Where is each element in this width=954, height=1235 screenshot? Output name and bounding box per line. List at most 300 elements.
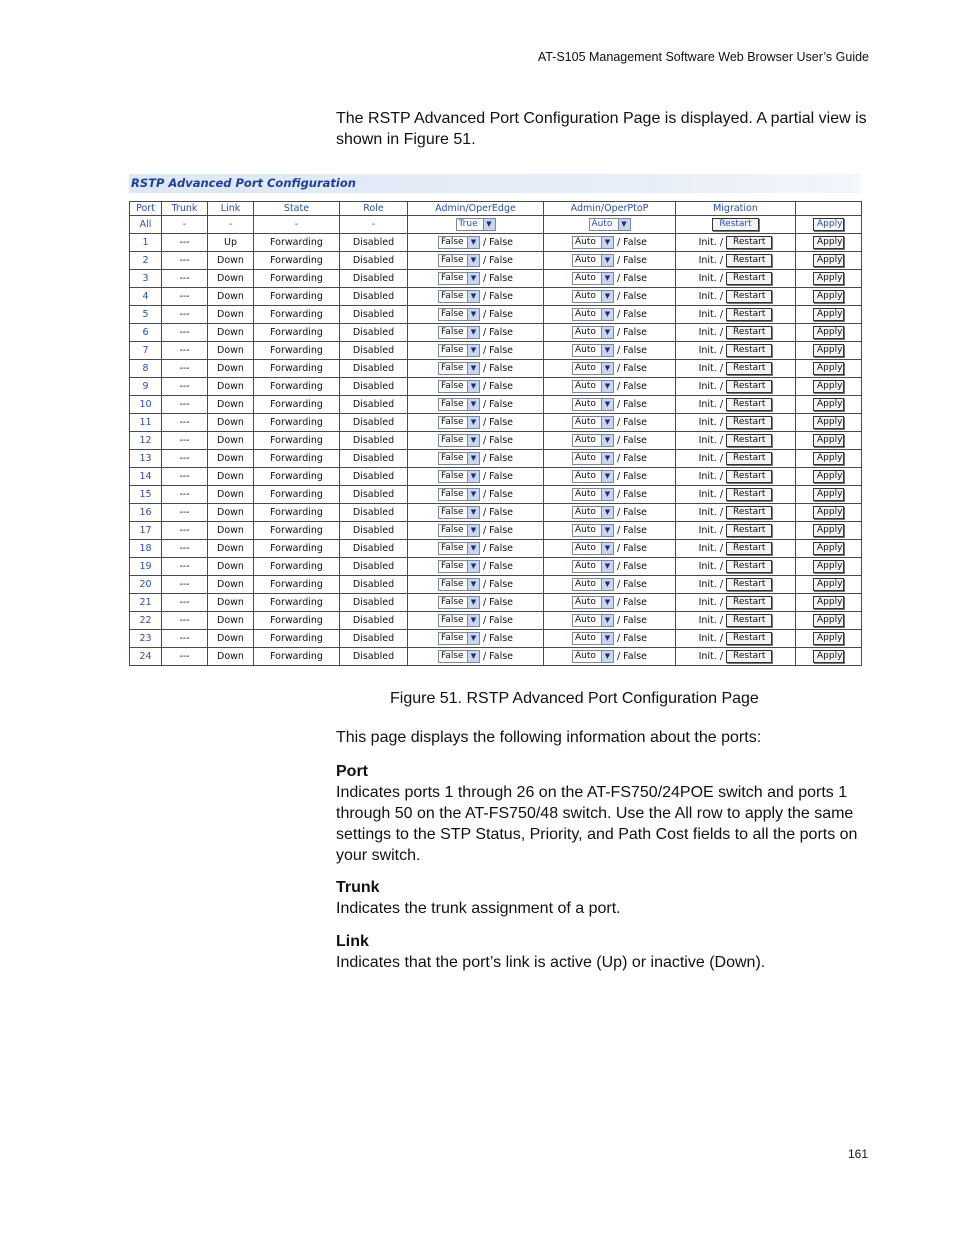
port-link[interactable]: 14 [130, 468, 162, 486]
restart-button[interactable]: Restart [726, 524, 772, 537]
restart-button[interactable]: Restart [726, 488, 772, 501]
role-cell: Disabled [340, 324, 408, 342]
migration-init: Init. / [698, 345, 724, 356]
ptop-select[interactable] [572, 380, 614, 393]
all-row [130, 216, 862, 234]
ptop-oper-value: / False [616, 399, 648, 410]
ptop-select-value: Auto [574, 345, 596, 355]
edge-cell [408, 288, 544, 306]
edge-select[interactable] [438, 254, 480, 267]
chevron-down-icon: ▼ [467, 543, 479, 554]
apply-button[interactable]: Apply [813, 362, 844, 375]
role-cell: Disabled [340, 576, 408, 594]
migration-init: Init. / [698, 597, 724, 608]
chevron-down-icon: ▼ [467, 399, 479, 410]
port-link[interactable]: 10 [130, 396, 162, 414]
chevron-down-icon: ▼ [601, 435, 613, 446]
ptop-select[interactable] [572, 434, 614, 447]
apply-button[interactable]: Apply [813, 326, 844, 339]
apply-button[interactable]: Apply [813, 578, 844, 591]
all-apply-button[interactable]: Apply [813, 218, 844, 231]
ptop-select-value: Auto [574, 615, 596, 625]
apply-cell [796, 432, 862, 450]
edge-cell [408, 414, 544, 432]
ptop-oper-value: / False [616, 597, 648, 608]
port-link[interactable]: 13 [130, 450, 162, 468]
edge-oper-value: / False [482, 543, 514, 554]
link-cell: Down [208, 522, 254, 540]
restart-button[interactable]: Restart [726, 578, 772, 591]
edge-select-value: False [440, 597, 464, 607]
table-row [130, 324, 862, 342]
apply-button[interactable]: Apply [813, 614, 844, 627]
migration-cell [676, 234, 796, 252]
apply-cell [796, 468, 862, 486]
col-link: Link [208, 202, 254, 216]
port-link[interactable]: 22 [130, 612, 162, 630]
ptop-select-value: Auto [574, 237, 596, 247]
ptop-select-value: Auto [574, 399, 596, 409]
chevron-down-icon: ▼ [467, 597, 479, 608]
chevron-down-icon: ▼ [601, 489, 613, 500]
migration-cell [676, 558, 796, 576]
edge-select-value: False [440, 381, 464, 391]
edge-cell [408, 504, 544, 522]
role-cell: Disabled [340, 234, 408, 252]
edge-select-value: False [440, 489, 464, 499]
role-cell: Disabled [340, 486, 408, 504]
edge-select[interactable] [438, 632, 480, 645]
ptop-select[interactable] [572, 596, 614, 609]
edge-select-value: False [440, 309, 464, 319]
restart-button[interactable]: Restart [726, 362, 772, 375]
link-cell: Down [208, 504, 254, 522]
ptop-select-value: Auto [574, 255, 596, 265]
ptop-cell [544, 324, 676, 342]
trunk-cell: --- [162, 324, 208, 342]
edge-select[interactable] [438, 344, 480, 357]
restart-button[interactable]: Restart [726, 542, 772, 555]
chevron-down-icon: ▼ [601, 615, 613, 626]
port-link[interactable]: 15 [130, 486, 162, 504]
ptop-oper-value: / False [616, 507, 648, 518]
table-row [130, 234, 862, 252]
edge-select[interactable] [438, 596, 480, 609]
restart-button[interactable]: Restart [726, 632, 772, 645]
ptop-oper-value: / False [616, 561, 648, 572]
ptop-select[interactable] [572, 308, 614, 321]
edge-select[interactable] [438, 542, 480, 555]
link-cell: Down [208, 468, 254, 486]
restart-button[interactable]: Restart [726, 452, 772, 465]
apply-button[interactable]: Apply [813, 416, 844, 429]
ptop-select-value: Auto [574, 579, 596, 589]
col-role: Role [340, 202, 408, 216]
ptop-oper-value: / False [616, 615, 648, 626]
ptop-select[interactable] [572, 650, 614, 663]
ptop-select[interactable] [572, 542, 614, 555]
section-title: Link [336, 933, 369, 950]
port-link[interactable]: 12 [130, 432, 162, 450]
port-link[interactable]: 4 [130, 288, 162, 306]
migration-init: Init. / [698, 543, 724, 554]
port-link[interactable]: 23 [130, 630, 162, 648]
migration-cell [676, 270, 796, 288]
section-text: Indicates that the port’s link is active (Up) or inactive (Down). [336, 954, 766, 971]
edge-select[interactable] [438, 560, 480, 573]
link-cell: Down [208, 612, 254, 630]
edge-select[interactable] [438, 272, 480, 285]
edge-select-value: False [440, 273, 464, 283]
restart-button[interactable]: Restart [726, 416, 772, 429]
restart-button[interactable]: Restart [726, 272, 772, 285]
edge-select[interactable] [438, 290, 480, 303]
chevron-down-icon: ▼ [467, 291, 479, 302]
ptop-select[interactable] [572, 578, 614, 591]
link-cell: Down [208, 540, 254, 558]
table-row [130, 252, 862, 270]
ptop-select[interactable] [572, 254, 614, 267]
apply-cell [796, 630, 862, 648]
ptop-oper-value: / False [616, 291, 648, 302]
migration-init: Init. / [698, 615, 724, 626]
section-text: Indicates ports 1 through 26 on the AT-FS750/24POE switch and ports 1 through 50 on the AT-FS750/48 switch. Use the All row to apply the same settings to the STP Status, Priority, and Path Cost fields to all the ports on your switch. [336, 784, 858, 864]
ptop-oper-value: / False [616, 453, 648, 464]
table-row [130, 594, 862, 612]
apply-button[interactable]: Apply [813, 596, 844, 609]
ptop-oper-value: / False [616, 417, 648, 428]
apply-cell [796, 558, 862, 576]
restart-button[interactable]: Restart [726, 470, 772, 483]
edge-select-value: False [440, 651, 464, 661]
ptop-select[interactable] [572, 326, 614, 339]
edge-select[interactable] [438, 398, 480, 411]
state-cell: Forwarding [254, 360, 340, 378]
ptop-oper-value: / False [616, 633, 648, 644]
edge-select[interactable] [438, 326, 480, 339]
restart-button[interactable]: Restart [726, 650, 772, 663]
ptop-select-value: Auto [574, 507, 596, 517]
chevron-down-icon: ▼ [467, 633, 479, 644]
edge-oper-value: / False [482, 417, 514, 428]
edge-cell [408, 450, 544, 468]
chevron-down-icon: ▼ [601, 363, 613, 374]
ptop-select[interactable] [572, 488, 614, 501]
role-cell: Disabled [340, 522, 408, 540]
trunk-cell: --- [162, 432, 208, 450]
edge-select[interactable] [438, 524, 480, 537]
ptop-cell [544, 612, 676, 630]
restart-button[interactable]: Restart [726, 290, 772, 303]
chevron-down-icon: ▼ [601, 579, 613, 590]
edge-select-value: False [440, 255, 464, 265]
table-row [130, 450, 862, 468]
apply-cell [796, 270, 862, 288]
chevron-down-icon: ▼ [467, 435, 479, 446]
link-cell: Up [208, 234, 254, 252]
ptop-select-value: Auto [574, 561, 596, 571]
ptop-cell [544, 342, 676, 360]
edge-select[interactable] [438, 506, 480, 519]
all-ptop-select-value: Auto [591, 219, 613, 229]
state-cell: Forwarding [254, 450, 340, 468]
ptop-select[interactable] [572, 524, 614, 537]
apply-button[interactable]: Apply [813, 470, 844, 483]
edge-oper-value: / False [482, 651, 514, 662]
edge-cell [408, 468, 544, 486]
ptop-select-value: Auto [574, 489, 596, 499]
ptop-select[interactable] [572, 416, 614, 429]
link-cell: Down [208, 576, 254, 594]
apply-button[interactable]: Apply [813, 272, 844, 285]
role-cell: Disabled [340, 612, 408, 630]
all-edge-select[interactable] [456, 218, 496, 231]
chevron-down-icon: ▼ [601, 381, 613, 392]
chevron-down-icon: ▼ [601, 507, 613, 518]
ptop-select[interactable] [572, 452, 614, 465]
edge-select[interactable] [438, 236, 480, 249]
restart-button[interactable]: Restart [726, 344, 772, 357]
apply-button[interactable]: Apply [813, 290, 844, 303]
restart-button[interactable]: Restart [726, 380, 772, 393]
trunk-cell: --- [162, 306, 208, 324]
port-link[interactable]: 2 [130, 252, 162, 270]
apply-button[interactable]: Apply [813, 542, 844, 555]
edge-select[interactable] [438, 470, 480, 483]
state-cell: Forwarding [254, 306, 340, 324]
migration-cell [676, 432, 796, 450]
port-link[interactable]: 5 [130, 306, 162, 324]
apply-button[interactable]: Apply [813, 632, 844, 645]
table-row [130, 360, 862, 378]
apply-button[interactable]: Apply [813, 254, 844, 267]
ptop-oper-value: / False [616, 255, 648, 266]
edge-cell [408, 540, 544, 558]
apply-button[interactable]: Apply [813, 560, 844, 573]
edge-select-value: False [440, 453, 464, 463]
ptop-select[interactable] [572, 506, 614, 519]
ptop-cell [544, 396, 676, 414]
chevron-down-icon: ▼ [467, 345, 479, 356]
chevron-down-icon: ▼ [467, 255, 479, 266]
restart-button[interactable]: Restart [726, 236, 772, 249]
edge-oper-value: / False [482, 291, 514, 302]
role-cell: Disabled [340, 594, 408, 612]
edge-cell [408, 432, 544, 450]
restart-button[interactable]: Restart [726, 254, 772, 267]
edge-select-value: False [440, 327, 464, 337]
chevron-down-icon: ▼ [467, 273, 479, 284]
section-trunk [336, 877, 871, 919]
edge-select[interactable] [438, 452, 480, 465]
chevron-down-icon: ▼ [467, 507, 479, 518]
all-restart-button[interactable]: Restart [712, 218, 758, 231]
port-link[interactable]: 3 [130, 270, 162, 288]
ptop-select[interactable] [572, 614, 614, 627]
port-link[interactable]: 11 [130, 414, 162, 432]
restart-button[interactable]: Restart [726, 326, 772, 339]
restart-button[interactable]: Restart [726, 560, 772, 573]
trunk-cell: --- [162, 504, 208, 522]
edge-select[interactable] [438, 578, 480, 591]
ptop-cell [544, 450, 676, 468]
chevron-down-icon: ▼ [467, 381, 479, 392]
port-link[interactable]: 6 [130, 324, 162, 342]
restart-button[interactable]: Restart [726, 308, 772, 321]
chevron-down-icon: ▼ [467, 651, 479, 662]
link-cell: Down [208, 252, 254, 270]
migration-init: Init. / [698, 579, 724, 590]
migration-cell [676, 396, 796, 414]
role-cell: Disabled [340, 540, 408, 558]
table-row [130, 378, 862, 396]
ptop-select[interactable] [572, 398, 614, 411]
all-ptop-select[interactable] [589, 218, 631, 231]
restart-button[interactable]: Restart [726, 506, 772, 519]
migration-init: Init. / [698, 381, 724, 392]
port-link[interactable]: 17 [130, 522, 162, 540]
ptop-cell [544, 576, 676, 594]
state-cell: Forwarding [254, 432, 340, 450]
edge-select[interactable] [438, 308, 480, 321]
ptop-select[interactable] [572, 344, 614, 357]
port-link[interactable]: 9 [130, 378, 162, 396]
role-cell: Disabled [340, 414, 408, 432]
role-cell: Disabled [340, 252, 408, 270]
all-apply-cell [796, 216, 862, 234]
apply-button[interactable]: Apply [813, 650, 844, 663]
ptop-select[interactable] [572, 272, 614, 285]
ptop-select-value: Auto [574, 291, 596, 301]
edge-cell [408, 522, 544, 540]
ptop-select[interactable] [572, 632, 614, 645]
all-state: - [254, 216, 340, 234]
edge-select-value: False [440, 291, 464, 301]
apply-button[interactable]: Apply [813, 524, 844, 537]
apply-cell [796, 576, 862, 594]
edge-select-value: False [440, 435, 464, 445]
migration-cell [676, 630, 796, 648]
edge-select[interactable] [438, 416, 480, 429]
ptop-select-value: Auto [574, 453, 596, 463]
port-link[interactable]: 8 [130, 360, 162, 378]
col-apply [796, 202, 862, 216]
edge-oper-value: / False [482, 345, 514, 356]
port-link[interactable]: 20 [130, 576, 162, 594]
trunk-cell: --- [162, 612, 208, 630]
migration-init: Init. / [698, 417, 724, 428]
table-row [130, 558, 862, 576]
ptop-select[interactable] [572, 560, 614, 573]
all-port-link[interactable]: All [130, 216, 162, 234]
role-cell: Disabled [340, 468, 408, 486]
edge-oper-value: / False [482, 255, 514, 266]
state-cell: Forwarding [254, 612, 340, 630]
ptop-select-value: Auto [574, 651, 596, 661]
migration-cell [676, 576, 796, 594]
edge-select-value: False [440, 561, 464, 571]
apply-cell [796, 378, 862, 396]
edge-select-value: False [440, 633, 464, 643]
all-edge-cell [408, 216, 544, 234]
apply-cell [796, 504, 862, 522]
role-cell: Disabled [340, 360, 408, 378]
link-cell: Down [208, 396, 254, 414]
migration-init: Init. / [698, 489, 724, 500]
page-number: 161 [847, 1147, 868, 1161]
port-link[interactable]: 1 [130, 234, 162, 252]
link-cell: Down [208, 306, 254, 324]
restart-button[interactable]: Restart [726, 614, 772, 627]
edge-select-value: False [440, 525, 464, 535]
migration-cell [676, 342, 796, 360]
link-cell: Down [208, 630, 254, 648]
edge-select[interactable] [438, 650, 480, 663]
edge-select[interactable] [438, 362, 480, 375]
link-cell: Down [208, 486, 254, 504]
table-row [130, 396, 862, 414]
apply-button[interactable]: Apply [813, 344, 844, 357]
edge-cell [408, 576, 544, 594]
edge-cell [408, 648, 544, 666]
state-cell: Forwarding [254, 396, 340, 414]
role-cell: Disabled [340, 396, 408, 414]
ptop-select[interactable] [572, 236, 614, 249]
apply-button[interactable]: Apply [813, 398, 844, 411]
ptop-select[interactable] [572, 470, 614, 483]
edge-select[interactable] [438, 380, 480, 393]
apply-cell [796, 360, 862, 378]
migration-init: Init. / [698, 453, 724, 464]
chevron-down-icon: ▼ [483, 219, 495, 230]
apply-cell [796, 648, 862, 666]
edge-select[interactable] [438, 434, 480, 447]
port-link[interactable]: 21 [130, 594, 162, 612]
restart-button[interactable]: Restart [726, 596, 772, 609]
port-link[interactable]: 24 [130, 648, 162, 666]
ptop-oper-value: / False [616, 525, 648, 536]
migration-cell [676, 504, 796, 522]
ptop-select[interactable] [572, 290, 614, 303]
restart-button[interactable]: Restart [726, 434, 772, 447]
edge-select-value: False [440, 237, 464, 247]
link-cell: Down [208, 360, 254, 378]
apply-button[interactable]: Apply [813, 506, 844, 519]
apply-button[interactable]: Apply [813, 434, 844, 447]
apply-button[interactable]: Apply [813, 488, 844, 501]
state-cell: Forwarding [254, 324, 340, 342]
edge-select[interactable] [438, 488, 480, 501]
edge-select[interactable] [438, 614, 480, 627]
apply-cell [796, 252, 862, 270]
link-cell: Down [208, 342, 254, 360]
trunk-cell: --- [162, 234, 208, 252]
ptop-select[interactable] [572, 362, 614, 375]
apply-button[interactable]: Apply [813, 236, 844, 249]
port-link[interactable]: 18 [130, 540, 162, 558]
apply-button[interactable]: Apply [813, 308, 844, 321]
apply-button[interactable]: Apply [813, 452, 844, 465]
port-link[interactable]: 16 [130, 504, 162, 522]
edge-cell [408, 486, 544, 504]
restart-button[interactable]: Restart [726, 398, 772, 411]
state-cell: Forwarding [254, 468, 340, 486]
chevron-down-icon: ▼ [467, 309, 479, 320]
apply-button[interactable]: Apply [813, 380, 844, 393]
port-link[interactable]: 7 [130, 342, 162, 360]
port-link[interactable]: 19 [130, 558, 162, 576]
chevron-down-icon: ▼ [601, 399, 613, 410]
